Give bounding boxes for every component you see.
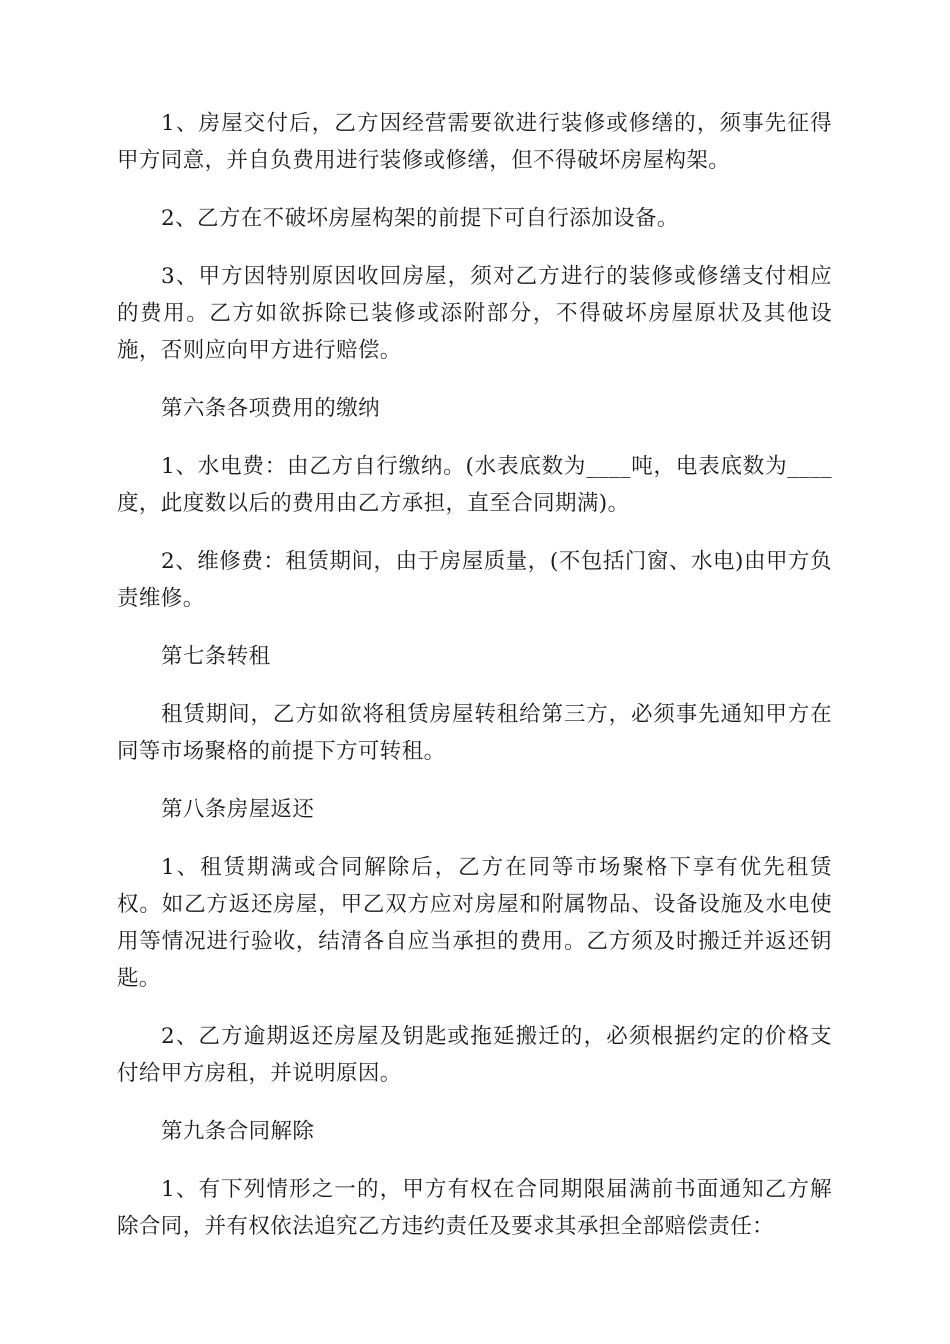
article-6-item-2: 2、维修费：租赁期间，由于房屋质量，(不包括门窗、水电)由甲方负责维修。 xyxy=(117,549,832,611)
article-8-item-2: 2、乙方逾期返还房屋及钥匙或拖延搬迁的，必须根据约定的价格支付给甲方房租，并说明原因。 xyxy=(117,1024,832,1086)
article-9-item-1: 1、有下列情形之一的，甲方有权在合同期限届满前书面通知乙方解除合同，并有权依法追究乙方违约责任及要求其承担全部赔偿责任： xyxy=(117,1177,832,1239)
article-6-heading: 第六条各项费用的缴纳 xyxy=(161,396,381,421)
clause-5-item-2: 2、乙方在不破坏房屋构架的前提下可自行添加设备。 xyxy=(161,206,679,231)
article-7-heading: 第七条转租 xyxy=(161,644,271,669)
article-6-item-1: 1、水电费：由乙方自行缴纳。(水表底数为____吨，电表底数为____度，此度数以后的费用由乙方承担，直至合同期满)。 xyxy=(117,454,832,516)
clause-5-item-3: 3、甲方因特别原因收回房屋，须对乙方进行的装修或修缮支付相应的费用。乙方如欲拆除已装修或添附部分，不得破坏房屋原状及其他设施，否则应向甲方进行赔偿。 xyxy=(117,264,832,363)
article-8-item-1: 1、租赁期满或合同解除后，乙方在同等市场聚格下享有优先租赁权。如乙方返还房屋，甲乙双方应对房屋和附属物品、设备设施及水电使用等情况进行验收，结清各自应当承担的费用。乙方须及时搬迁并返还钥匙。 xyxy=(117,855,832,991)
article-9-heading: 第九条合同解除 xyxy=(161,1119,315,1144)
article-8-heading: 第八条房屋返还 xyxy=(161,797,315,822)
article-7-body: 租赁期间，乙方如欲将租赁房屋转租给第三方，必须事先通知甲方在同等市场聚格的前提下方可转租。 xyxy=(117,702,832,764)
clause-5-item-1: 1、房屋交付后，乙方因经营需要欲进行装修或修缮的，须事先征得甲方同意，并自负费用进行装修或修缮，但不得破坏房屋构架。 xyxy=(117,111,832,173)
